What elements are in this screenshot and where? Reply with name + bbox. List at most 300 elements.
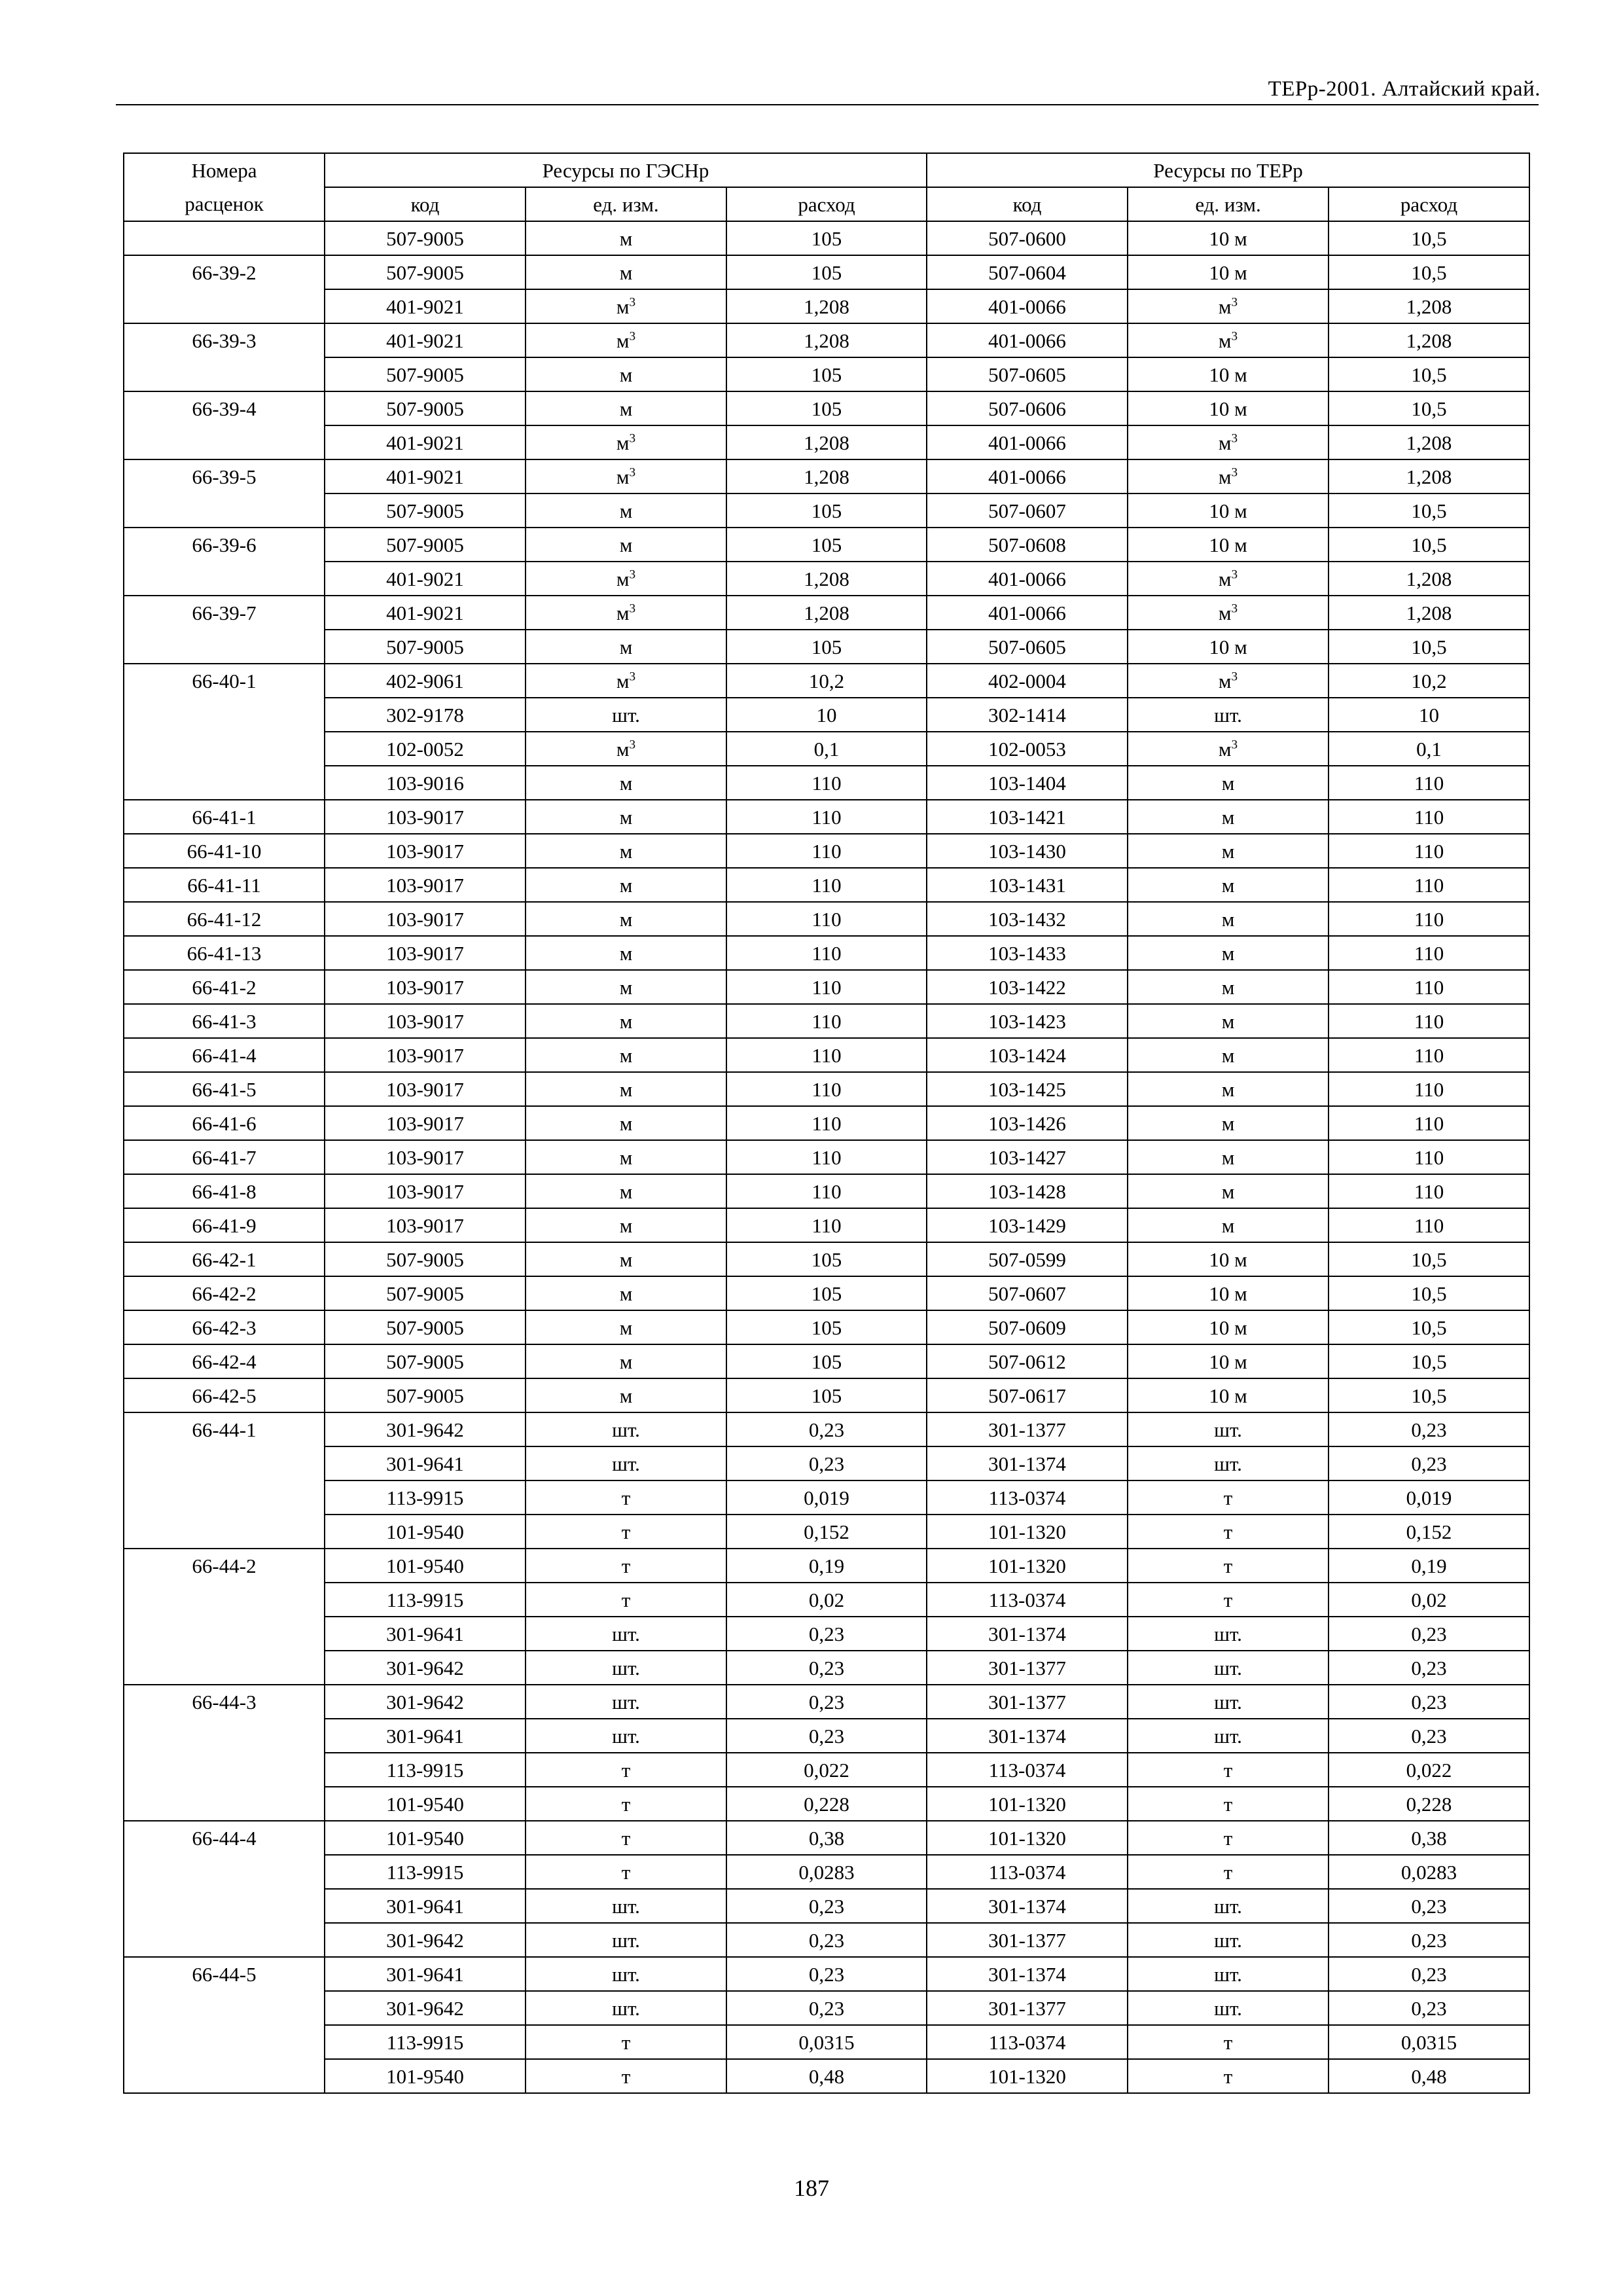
terr-code-cell: 302-1414 xyxy=(927,698,1128,732)
gesnr-code-cell: 103-9017 xyxy=(325,1140,526,1174)
terr-code-cell: 113-0374 xyxy=(927,1583,1128,1617)
terr-consumption-cell: 110 xyxy=(1329,800,1529,834)
terr-code-cell: 101-1320 xyxy=(927,1821,1128,1855)
terr-consumption-cell: 110 xyxy=(1329,1004,1529,1038)
terr-unit-cell: $м^3$ xyxy=(1128,562,1329,596)
terr-code-cell: 507-0609 xyxy=(927,1310,1128,1344)
terr-unit-cell: т xyxy=(1128,1855,1329,1889)
gesnr-consumption-cell: 105 xyxy=(726,1310,927,1344)
terr-unit-cell: 10 м xyxy=(1128,357,1329,391)
gesnr-code-cell: 507-9005 xyxy=(325,1242,526,1276)
terr-code-cell: 507-0607 xyxy=(927,493,1128,528)
terr-unit-cell: т xyxy=(1128,1549,1329,1583)
gesnr-consumption-cell: 0,23 xyxy=(726,1719,927,1753)
gesnr-consumption-cell: 0,019 xyxy=(726,1480,927,1515)
gesnr-unit-cell: м xyxy=(526,1208,726,1242)
terr-unit-cell: м xyxy=(1128,1072,1329,1106)
gesnr-code-cell: 301-9641 xyxy=(325,1446,526,1480)
gesnr-code-cell: 101-9540 xyxy=(325,1787,526,1821)
gesnr-consumption-cell: 0,23 xyxy=(726,1991,927,2025)
terr-unit-cell: $м^3$ xyxy=(1128,664,1329,698)
terr-unit-cell: м xyxy=(1128,1106,1329,1140)
terr-code-cell: 507-0606 xyxy=(927,391,1128,425)
gesnr-consumption-cell: 0,1 xyxy=(726,732,927,766)
gesnr-code-cell: 103-9017 xyxy=(325,1072,526,1106)
gesnr-consumption-cell: 1,208 xyxy=(726,425,927,459)
rate-number-cell: 66-44-2 xyxy=(124,1549,325,1685)
terr-consumption-cell: 110 xyxy=(1329,834,1529,868)
header-gesnr-code: код xyxy=(325,187,526,221)
terr-code-cell: 301-1374 xyxy=(927,1719,1128,1753)
gesnr-consumption-cell: 110 xyxy=(726,1174,927,1208)
terr-code-cell: 301-1377 xyxy=(927,1651,1128,1685)
gesnr-consumption-cell: 105 xyxy=(726,493,927,528)
terr-consumption-cell: 10,5 xyxy=(1329,630,1529,664)
terr-unit-cell: 10 м xyxy=(1128,493,1329,528)
gesnr-unit-cell: м xyxy=(526,1038,726,1072)
terr-unit-cell: $м^3$ xyxy=(1128,425,1329,459)
terr-unit-cell: т xyxy=(1128,2059,1329,2093)
gesnr-unit-cell: шт. xyxy=(526,1412,726,1446)
gesnr-consumption-cell: 105 xyxy=(726,1242,927,1276)
terr-unit-cell: $м^3$ xyxy=(1128,732,1329,766)
terr-code-cell: 103-1425 xyxy=(927,1072,1128,1106)
terr-consumption-cell: 110 xyxy=(1329,1106,1529,1140)
gesnr-consumption-cell: 110 xyxy=(726,1038,927,1072)
gesnr-unit-cell: шт. xyxy=(526,1617,726,1651)
terr-unit-cell: $м^3$ xyxy=(1128,323,1329,357)
gesnr-consumption-cell: 0,23 xyxy=(726,1651,927,1685)
terr-unit-cell: т xyxy=(1128,2025,1329,2059)
rate-number-cell: 66-42-4 xyxy=(124,1344,325,1378)
header-terr-code: код xyxy=(927,187,1128,221)
terr-unit-cell: 10 м xyxy=(1128,630,1329,664)
terr-code-cell: 301-1377 xyxy=(927,1685,1128,1719)
gesnr-consumption-cell: 0,23 xyxy=(726,1617,927,1651)
terr-consumption-cell: 1,208 xyxy=(1329,425,1529,459)
terr-unit-cell: шт. xyxy=(1128,1889,1329,1923)
table-row xyxy=(124,1617,1529,1651)
terr-code-cell: 507-0608 xyxy=(927,528,1128,562)
terr-consumption-cell: 0,1 xyxy=(1329,732,1529,766)
gesnr-code-cell: 113-9915 xyxy=(325,1583,526,1617)
gesnr-code-cell: 103-9017 xyxy=(325,1208,526,1242)
terr-consumption-cell: 10,5 xyxy=(1329,493,1529,528)
terr-code-cell: 103-1430 xyxy=(927,834,1128,868)
terr-code-cell: 113-0374 xyxy=(927,1855,1128,1889)
gesnr-consumption-cell: 110 xyxy=(726,766,927,800)
rate-number-cell: 66-41-3 xyxy=(124,1004,325,1038)
gesnr-unit-cell: м xyxy=(526,1310,726,1344)
gesnr-code-cell: 402-9061 xyxy=(325,664,526,698)
gesnr-unit-cell: м xyxy=(526,1276,726,1310)
gesnr-code-cell: 113-9915 xyxy=(325,1480,526,1515)
header-divider xyxy=(116,104,1539,105)
rate-number-cell: 66-42-5 xyxy=(124,1378,325,1412)
gesnr-unit-cell: шт. xyxy=(526,1957,726,1991)
rate-number-cell: 66-41-2 xyxy=(124,970,325,1004)
gesnr-code-cell: 401-9021 xyxy=(325,425,526,459)
terr-consumption-cell: 110 xyxy=(1329,1140,1529,1174)
terr-consumption-cell: 10 xyxy=(1329,698,1529,732)
table-row xyxy=(124,289,1529,323)
header-terr-group: Ресурсы по ТЕРр xyxy=(927,153,1529,187)
gesnr-unit-cell: т xyxy=(526,1753,726,1787)
terr-unit-cell: $м^3$ xyxy=(1128,289,1329,323)
gesnr-unit-cell: м xyxy=(526,902,726,936)
terr-consumption-cell: 10,5 xyxy=(1329,1276,1529,1310)
table-row xyxy=(124,1412,1529,1446)
terr-code-cell: 102-0053 xyxy=(927,732,1128,766)
terr-unit-cell: т xyxy=(1128,1753,1329,1787)
gesnr-code-cell: 301-9642 xyxy=(325,1412,526,1446)
table-row xyxy=(124,698,1529,732)
gesnr-consumption-cell: 110 xyxy=(726,868,927,902)
gesnr-consumption-cell: 1,208 xyxy=(726,323,927,357)
gesnr-unit-cell: м xyxy=(526,528,726,562)
table-row xyxy=(124,1344,1529,1378)
gesnr-consumption-cell: 110 xyxy=(726,1106,927,1140)
terr-unit-cell: 10 м xyxy=(1128,1378,1329,1412)
rate-number-cell: 66-41-1 xyxy=(124,800,325,834)
gesnr-unit-cell: т xyxy=(526,2025,726,2059)
gesnr-consumption-cell: 0,0315 xyxy=(726,2025,927,2059)
rate-number-cell: 66-42-2 xyxy=(124,1276,325,1310)
terr-code-cell: 101-1320 xyxy=(927,1787,1128,1821)
gesnr-consumption-cell: 105 xyxy=(726,255,927,289)
terr-consumption-cell: 0,23 xyxy=(1329,1889,1529,1923)
gesnr-unit-cell: шт. xyxy=(526,1719,726,1753)
gesnr-consumption-cell: 0,48 xyxy=(726,2059,927,2093)
gesnr-consumption-cell: 105 xyxy=(726,528,927,562)
gesnr-unit-cell: шт. xyxy=(526,1685,726,1719)
terr-consumption-cell: 0,228 xyxy=(1329,1787,1529,1821)
gesnr-consumption-cell: 0,23 xyxy=(726,1957,927,1991)
gesnr-consumption-cell: 0,23 xyxy=(726,1446,927,1480)
terr-code-cell: 401-0066 xyxy=(927,289,1128,323)
gesnr-unit-cell: м xyxy=(526,1004,726,1038)
gesnr-code-cell: 507-9005 xyxy=(325,255,526,289)
table-row xyxy=(124,1174,1529,1208)
rate-number-cell: 66-44-4 xyxy=(124,1821,325,1957)
gesnr-consumption-cell: 105 xyxy=(726,1276,927,1310)
rate-number-cell xyxy=(124,221,325,255)
gesnr-unit-cell: шт. xyxy=(526,1651,726,1685)
terr-code-cell: 507-0605 xyxy=(927,357,1128,391)
gesnr-consumption-cell: 0,152 xyxy=(726,1515,927,1549)
gesnr-unit-cell: м xyxy=(526,936,726,970)
header-terr-consumption: расход xyxy=(1329,187,1529,221)
terr-consumption-cell: 10,5 xyxy=(1329,1242,1529,1276)
terr-unit-cell: шт. xyxy=(1128,1446,1329,1480)
gesnr-code-cell: 507-9005 xyxy=(325,221,526,255)
terr-unit-cell: шт. xyxy=(1128,698,1329,732)
rate-number-cell: 66-39-2 xyxy=(124,255,325,323)
rate-number-cell: 66-39-6 xyxy=(124,528,325,596)
gesnr-consumption-cell: 110 xyxy=(726,800,927,834)
terr-code-cell: 401-0066 xyxy=(927,323,1128,357)
gesnr-code-cell: 507-9005 xyxy=(325,391,526,425)
rate-number-cell: 66-41-11 xyxy=(124,868,325,902)
table-row xyxy=(124,834,1529,868)
gesnr-unit-cell: т xyxy=(526,1515,726,1549)
rate-number-cell: 66-42-1 xyxy=(124,1242,325,1276)
gesnr-code-cell: 113-9915 xyxy=(325,2025,526,2059)
gesnr-code-cell: 401-9021 xyxy=(325,562,526,596)
terr-code-cell: 101-1320 xyxy=(927,1549,1128,1583)
gesnr-code-cell: 301-9641 xyxy=(325,1719,526,1753)
gesnr-code-cell: 103-9017 xyxy=(325,800,526,834)
terr-code-cell: 507-0599 xyxy=(927,1242,1128,1276)
terr-unit-cell: 10 м xyxy=(1128,391,1329,425)
gesnr-code-cell: 507-9005 xyxy=(325,493,526,528)
terr-unit-cell: шт. xyxy=(1128,1651,1329,1685)
gesnr-consumption-cell: 110 xyxy=(726,1208,927,1242)
gesnr-consumption-cell: 110 xyxy=(726,834,927,868)
rate-number-cell: 66-41-4 xyxy=(124,1038,325,1072)
terr-unit-cell: м xyxy=(1128,1140,1329,1174)
table-row xyxy=(124,936,1529,970)
terr-consumption-cell: 110 xyxy=(1329,902,1529,936)
table-row xyxy=(124,1957,1529,1991)
terr-code-cell: 301-1374 xyxy=(927,1957,1128,1991)
table-body xyxy=(124,221,1529,2093)
gesnr-code-cell: 113-9915 xyxy=(325,1753,526,1787)
gesnr-code-cell: 101-9540 xyxy=(325,1821,526,1855)
table-row xyxy=(124,1991,1529,2025)
header-rate-numbers xyxy=(124,153,325,221)
terr-consumption-cell: 0,38 xyxy=(1329,1821,1529,1855)
terr-consumption-cell: 0,022 xyxy=(1329,1753,1529,1787)
table-row xyxy=(124,800,1529,834)
gesnr-code-cell: 507-9005 xyxy=(325,1378,526,1412)
page-number: 187 xyxy=(794,2175,829,2201)
table-row xyxy=(124,221,1529,255)
terr-code-cell: 301-1377 xyxy=(927,1991,1128,2025)
gesnr-unit-cell: т xyxy=(526,1480,726,1515)
table-row xyxy=(124,1276,1529,1310)
table-row xyxy=(124,1072,1529,1106)
terr-code-cell: 103-1429 xyxy=(927,1208,1128,1242)
terr-unit-cell: м xyxy=(1128,902,1329,936)
gesnr-unit-cell: $м^3$ xyxy=(526,732,726,766)
gesnr-unit-cell: шт. xyxy=(526,1446,726,1480)
table-row xyxy=(124,1753,1529,1787)
gesnr-unit-cell: м xyxy=(526,391,726,425)
gesnr-unit-cell: т xyxy=(526,2059,726,2093)
terr-code-cell: 507-0604 xyxy=(927,255,1128,289)
table-row xyxy=(124,1038,1529,1072)
terr-code-cell: 103-1424 xyxy=(927,1038,1128,1072)
gesnr-code-cell: 507-9005 xyxy=(325,528,526,562)
gesnr-code-cell: 103-9017 xyxy=(325,1106,526,1140)
table-row xyxy=(124,493,1529,528)
terr-consumption-cell: 0,152 xyxy=(1329,1515,1529,1549)
gesnr-consumption-cell: 110 xyxy=(726,1140,927,1174)
gesnr-consumption-cell: 105 xyxy=(726,221,927,255)
terr-consumption-cell: 1,208 xyxy=(1329,562,1529,596)
terr-unit-cell: т xyxy=(1128,1583,1329,1617)
terr-consumption-cell: 1,208 xyxy=(1329,596,1529,630)
table-row xyxy=(124,1140,1529,1174)
terr-code-cell: 103-1404 xyxy=(927,766,1128,800)
header-gesnr-consumption: расход xyxy=(726,187,927,221)
terr-unit-cell: м xyxy=(1128,1038,1329,1072)
gesnr-code-cell: 103-9016 xyxy=(325,766,526,800)
rate-number-cell: 66-40-1 xyxy=(124,664,325,800)
terr-unit-cell: м xyxy=(1128,1174,1329,1208)
gesnr-consumption-cell: 10,2 xyxy=(726,664,927,698)
terr-code-cell: 113-0374 xyxy=(927,1753,1128,1787)
terr-consumption-cell: 1,208 xyxy=(1329,323,1529,357)
table-row xyxy=(124,1310,1529,1344)
table-row xyxy=(124,630,1529,664)
terr-unit-cell: м xyxy=(1128,936,1329,970)
terr-code-cell: 113-0374 xyxy=(927,1480,1128,1515)
table-row xyxy=(124,1242,1529,1276)
terr-consumption-cell: 0,48 xyxy=(1329,2059,1529,2093)
terr-consumption-cell: 0,019 xyxy=(1329,1480,1529,1515)
terr-code-cell: 103-1422 xyxy=(927,970,1128,1004)
gesnr-code-cell: 301-9642 xyxy=(325,1651,526,1685)
terr-code-cell: 301-1374 xyxy=(927,1889,1128,1923)
terr-consumption-cell: 110 xyxy=(1329,766,1529,800)
gesnr-code-cell: 401-9021 xyxy=(325,596,526,630)
table-row xyxy=(124,664,1529,698)
running-header-title: ТЕРр-2001. Алтайский край. xyxy=(1268,77,1541,101)
table-row xyxy=(124,1106,1529,1140)
gesnr-code-cell: 302-9178 xyxy=(325,698,526,732)
terr-consumption-cell: 0,23 xyxy=(1329,1446,1529,1480)
gesnr-unit-cell: шт. xyxy=(526,1923,726,1957)
rate-number-cell: 66-39-7 xyxy=(124,596,325,664)
gesnr-code-cell: 507-9005 xyxy=(325,357,526,391)
gesnr-code-cell: 507-9005 xyxy=(325,630,526,664)
terr-consumption-cell: 0,19 xyxy=(1329,1549,1529,1583)
gesnr-consumption-cell: 110 xyxy=(726,970,927,1004)
terr-unit-cell: $м^3$ xyxy=(1128,459,1329,493)
rate-number-cell: 66-44-1 xyxy=(124,1412,325,1549)
table-row xyxy=(124,255,1529,289)
terr-unit-cell: т xyxy=(1128,1787,1329,1821)
terr-code-cell: 103-1427 xyxy=(927,1140,1128,1174)
gesnr-unit-cell: м xyxy=(526,800,726,834)
terr-consumption-cell: 10,5 xyxy=(1329,528,1529,562)
gesnr-code-cell: 113-9915 xyxy=(325,1855,526,1889)
gesnr-unit-cell: м xyxy=(526,1174,726,1208)
gesnr-consumption-cell: 105 xyxy=(726,630,927,664)
terr-unit-cell: м xyxy=(1128,1004,1329,1038)
terr-unit-cell: м xyxy=(1128,800,1329,834)
table-row xyxy=(124,1549,1529,1583)
terr-consumption-cell: 10,5 xyxy=(1329,1310,1529,1344)
terr-unit-cell: 10 м xyxy=(1128,221,1329,255)
terr-unit-cell: $м^3$ xyxy=(1128,596,1329,630)
terr-consumption-cell: 0,23 xyxy=(1329,1651,1529,1685)
table-row xyxy=(124,1889,1529,1923)
gesnr-code-cell: 102-0052 xyxy=(325,732,526,766)
terr-consumption-cell: 0,23 xyxy=(1329,1719,1529,1753)
gesnr-code-cell: 507-9005 xyxy=(325,1276,526,1310)
terr-unit-cell: шт. xyxy=(1128,1719,1329,1753)
table-row xyxy=(124,1480,1529,1515)
terr-consumption-cell: 110 xyxy=(1329,1038,1529,1072)
rate-number-cell: 66-41-6 xyxy=(124,1106,325,1140)
gesnr-consumption-cell: 110 xyxy=(726,902,927,936)
terr-unit-cell: шт. xyxy=(1128,1617,1329,1651)
gesnr-consumption-cell: 110 xyxy=(726,1072,927,1106)
table-row xyxy=(124,732,1529,766)
table-row xyxy=(124,902,1529,936)
terr-consumption-cell: 10,5 xyxy=(1329,221,1529,255)
gesnr-code-cell: 101-9540 xyxy=(325,1549,526,1583)
gesnr-unit-cell: м xyxy=(526,834,726,868)
terr-unit-cell: м xyxy=(1128,834,1329,868)
terr-unit-cell: м xyxy=(1128,1208,1329,1242)
terr-consumption-cell: 10,5 xyxy=(1329,391,1529,425)
terr-unit-cell: 10 м xyxy=(1128,528,1329,562)
terr-unit-cell: шт. xyxy=(1128,1412,1329,1446)
table-row xyxy=(124,1651,1529,1685)
gesnr-code-cell: 103-9017 xyxy=(325,868,526,902)
gesnr-code-cell: 401-9021 xyxy=(325,323,526,357)
table-row xyxy=(124,1923,1529,1957)
header-gesnr-unit: ед. изм. xyxy=(526,187,726,221)
gesnr-consumption-cell: 105 xyxy=(726,391,927,425)
rate-number-cell: 66-41-10 xyxy=(124,834,325,868)
header-row-columns xyxy=(124,187,1529,221)
terr-unit-cell: м xyxy=(1128,970,1329,1004)
gesnr-code-cell: 301-9642 xyxy=(325,1991,526,2025)
gesnr-unit-cell: т xyxy=(526,1855,726,1889)
gesnr-consumption-cell: 0,19 xyxy=(726,1549,927,1583)
gesnr-unit-cell: $м^3$ xyxy=(526,289,726,323)
table-row xyxy=(124,357,1529,391)
terr-code-cell: 401-0066 xyxy=(927,425,1128,459)
gesnr-unit-cell: $м^3$ xyxy=(526,596,726,630)
table-row xyxy=(124,1719,1529,1753)
terr-consumption-cell: 110 xyxy=(1329,936,1529,970)
terr-code-cell: 301-1374 xyxy=(927,1446,1128,1480)
terr-consumption-cell: 0,23 xyxy=(1329,1412,1529,1446)
table-row xyxy=(124,1821,1529,1855)
gesnr-consumption-cell: 0,02 xyxy=(726,1583,927,1617)
terr-code-cell: 101-1320 xyxy=(927,2059,1128,2093)
header-rate-numbers-line1: Номера xyxy=(191,159,257,182)
gesnr-unit-cell: м xyxy=(526,357,726,391)
terr-code-cell: 103-1432 xyxy=(927,902,1128,936)
table-row xyxy=(124,868,1529,902)
gesnr-code-cell: 103-9017 xyxy=(325,834,526,868)
gesnr-unit-cell: м xyxy=(526,766,726,800)
table-row xyxy=(124,1004,1529,1038)
table-row xyxy=(124,323,1529,357)
gesnr-consumption-cell: 1,208 xyxy=(726,596,927,630)
gesnr-code-cell: 301-9642 xyxy=(325,1923,526,1957)
gesnr-consumption-cell: 10 xyxy=(726,698,927,732)
gesnr-unit-cell: шт. xyxy=(526,1889,726,1923)
table-row xyxy=(124,970,1529,1004)
table-row xyxy=(124,1515,1529,1549)
gesnr-code-cell: 301-9641 xyxy=(325,1957,526,1991)
terr-code-cell: 113-0374 xyxy=(927,2025,1128,2059)
gesnr-unit-cell: $м^3$ xyxy=(526,459,726,493)
table-row xyxy=(124,425,1529,459)
terr-unit-cell: м xyxy=(1128,766,1329,800)
terr-unit-cell: 10 м xyxy=(1128,1310,1329,1344)
terr-unit-cell: 10 м xyxy=(1128,1344,1329,1378)
gesnr-consumption-cell: 0,0283 xyxy=(726,1855,927,1889)
